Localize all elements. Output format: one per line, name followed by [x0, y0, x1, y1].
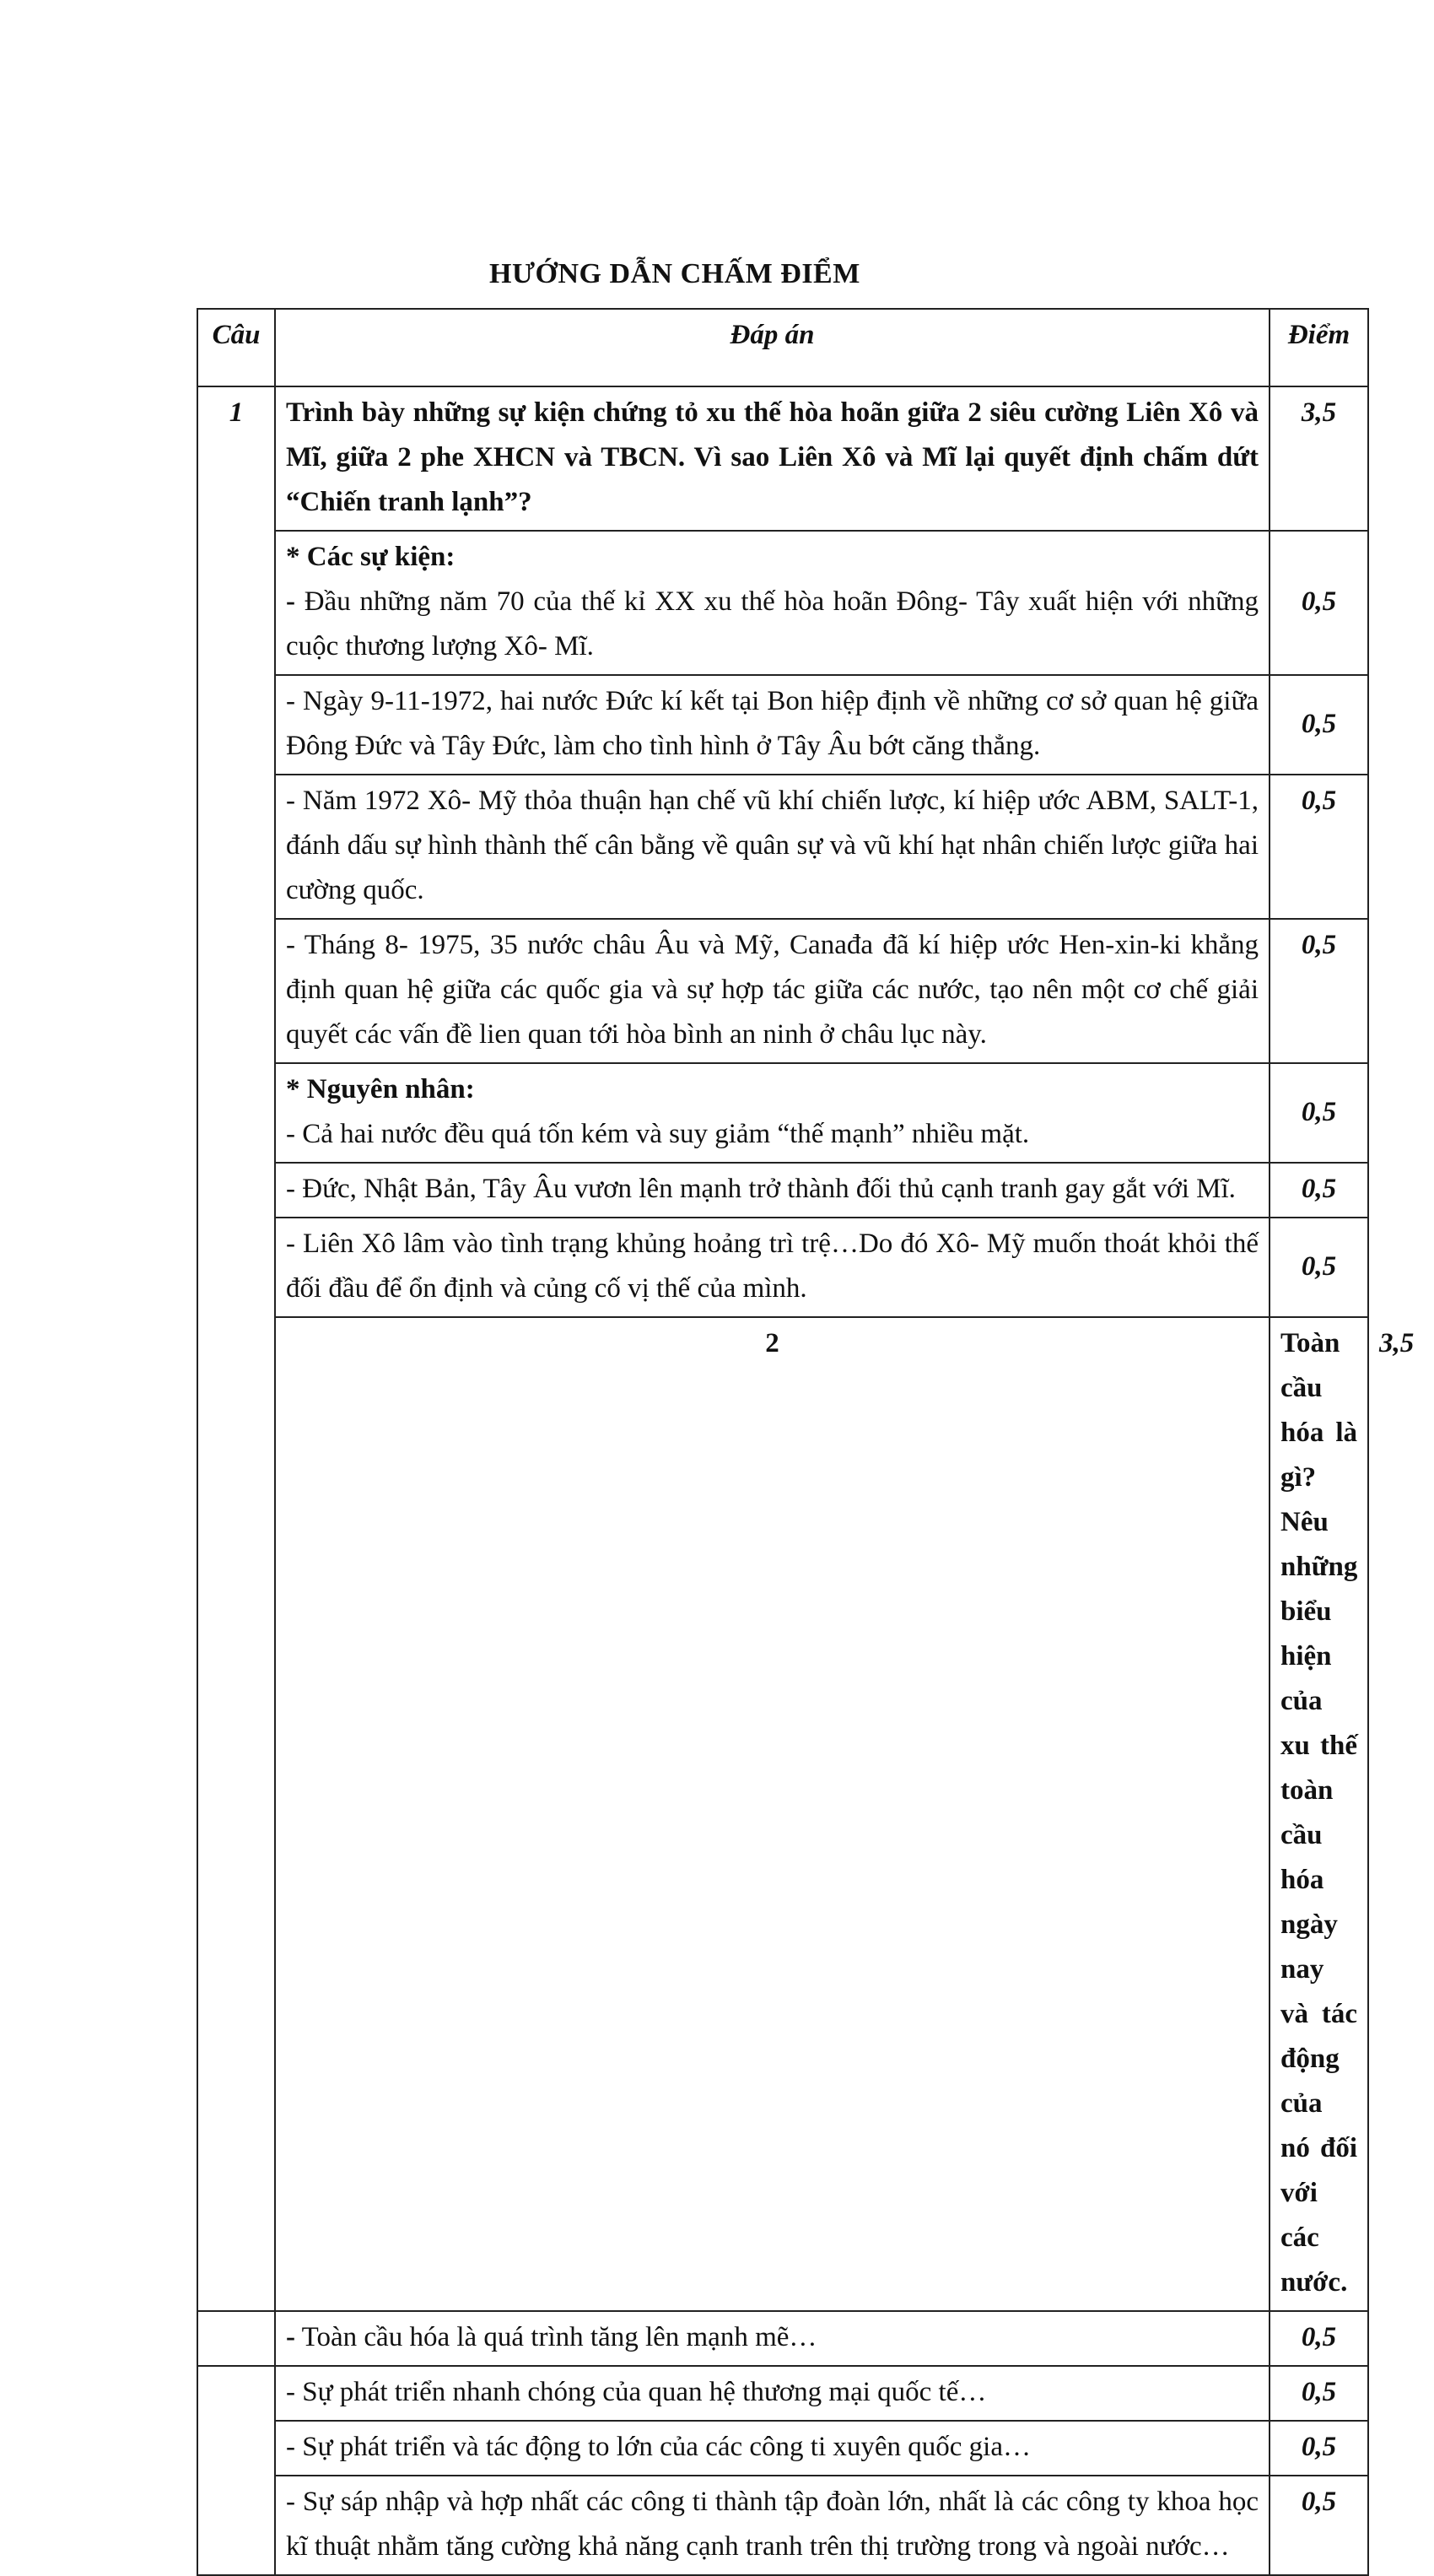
answer-text: Đầu những năm 70 của thế kỉ XX xu thế hòa hoãn Đông- Tây xuất hiện với những cuộc thương lượng Xô- Mĩ. — [286, 586, 1259, 662]
table-row — [197, 1218, 1368, 1317]
answer-points: 0,5 — [1270, 775, 1368, 919]
answer-text: - Tháng 8- 1975, 35 nước châu Âu và Mỹ, Canađa đã kí hiệp ước Hen-xin-ki khẳng định quan hệ giữa các quốc gia và sự hợp tác giữa các nước, tạo nên một cơ chế giải quyết các vấn đề lien quan tới hòa bình an ninh ở châu lục này. — [275, 919, 1270, 1063]
table-row — [197, 2476, 1368, 2575]
answer-points: 0,5 — [1270, 2311, 1368, 2366]
section-heading: * Nguyên nhân: — [286, 1074, 475, 1104]
header-dap-an: Đáp án — [275, 309, 1270, 386]
table-row — [197, 531, 1368, 675]
table-row — [197, 2366, 1368, 2421]
question-text: Toàn cầu hóa là gì? Nêu những biểu hiện của xu thế toàn cầu hóa ngày nay và tác động của nó đối với các nước. — [1270, 1317, 1368, 2311]
answer-cell — [275, 1063, 1270, 1163]
empty-cell — [197, 2311, 275, 2366]
answer-text: - Sự sáp nhập và hợp nhất các công ti thành tập đoàn lớn, nhất là các công ty khoa học kĩ thuật nhằm tăng cường khả năng cạnh tranh trên thị trường trong và ngoài nước… — [275, 2476, 1270, 2575]
question-text: Trình bày những sự kiện chứng tỏ xu thế hòa hoãn giữa 2 siêu cường Liên Xô và Mĩ, giữa 2 phe XHCN và TBCN. Vì sao Liên Xô và Mĩ lại quyết định chấm dứt “Chiến tranh lạnh”? — [275, 386, 1270, 531]
answer-points: 0,5 — [1270, 531, 1368, 675]
table-header-row — [197, 309, 1368, 386]
answer-cell — [275, 2311, 1270, 2366]
answer-text: Toàn cầu hóa là quá trình tăng lên mạnh mẽ… — [295, 2322, 817, 2352]
answer-points: 0,5 — [1270, 675, 1368, 775]
answer-text: - Năm 1972 Xô- Mỹ thỏa thuận hạn chế vũ khí chiến lược, kí hiệp ước ABM, SALT-1, đánh dấu sự hình thành thế cân bằng về quân sự và vũ khí hạt nhân chiến lược giữa hai cường quốc. — [275, 775, 1270, 919]
answer-points: 0,5 — [1270, 1063, 1368, 1163]
answer-text: - Sự phát triển và tác động to lớn của các công ti xuyên quốc gia… — [275, 2421, 1270, 2476]
table-row — [197, 675, 1368, 775]
table-row — [197, 919, 1368, 1063]
answer-points: 0,5 — [1270, 2476, 1368, 2575]
table-row — [197, 1163, 1368, 1218]
empty-cell — [197, 2366, 275, 2575]
table-row: 2 Toàn cầu hóa là gì? Nêu những biểu hiện của xu thế toàn cầu hóa ngày nay và tác động của nó đối với các nước. 3,5 — [197, 1317, 1368, 2311]
answer-text: - Sự phát triển nhanh chóng của quan hệ thương mại quốc tế… — [275, 2366, 1270, 2421]
answer-cell — [275, 531, 1270, 675]
header-cau: Câu — [197, 309, 275, 386]
table-row — [197, 775, 1368, 919]
header-diem: Điểm — [1270, 309, 1368, 386]
answer-text: - Liên Xô lâm vào tình trạng khủng hoảng trì trệ…Do đó Xô- Mỹ muốn thoát khỏi thế đối đầu để ổn định và củng cố vị thế của mình. — [275, 1218, 1270, 1317]
answer-text: - Cả hai nước đều quá tốn kém và suy giảm “thế mạnh” nhiều mặt. — [286, 1119, 1030, 1149]
page-title: HƯỚNG DẪN CHẤM ĐIỂM — [489, 258, 860, 289]
answer-points: 0,5 — [1270, 1218, 1368, 1317]
question-number: 1 — [197, 386, 275, 2311]
answer-points: 0,5 — [1270, 919, 1368, 1063]
grading-table — [197, 308, 1415, 2576]
answer-points: 0,5 — [1270, 2421, 1368, 2476]
answer-text: - Ngày 9-11-1972, hai nước Đức kí kết tại Bon hiệp định về những cơ sở quan hệ giữa Đông Đức và Tây Đức, làm cho tình hình ở Tây Âu bớt căng thẳng. — [275, 675, 1270, 775]
table-row — [197, 386, 1368, 531]
section-heading: * Các sự kiện: — [286, 542, 456, 572]
question-number: 2 — [275, 1317, 1270, 2311]
answer-points: 0,5 — [1270, 1163, 1368, 1218]
dash-marker: - — [286, 586, 295, 617]
table-row — [197, 2311, 1368, 2366]
dash-marker: - — [286, 2322, 295, 2352]
question-points: 3,5 — [1270, 386, 1368, 531]
table-row — [197, 2421, 1368, 2476]
answer-points: 0,5 — [1270, 2366, 1368, 2421]
answer-text: - Đức, Nhật Bản, Tây Âu vươn lên mạnh trở thành đối thủ cạnh tranh gay gắt với Mĩ. — [275, 1163, 1270, 1218]
table-row — [197, 1063, 1368, 1163]
